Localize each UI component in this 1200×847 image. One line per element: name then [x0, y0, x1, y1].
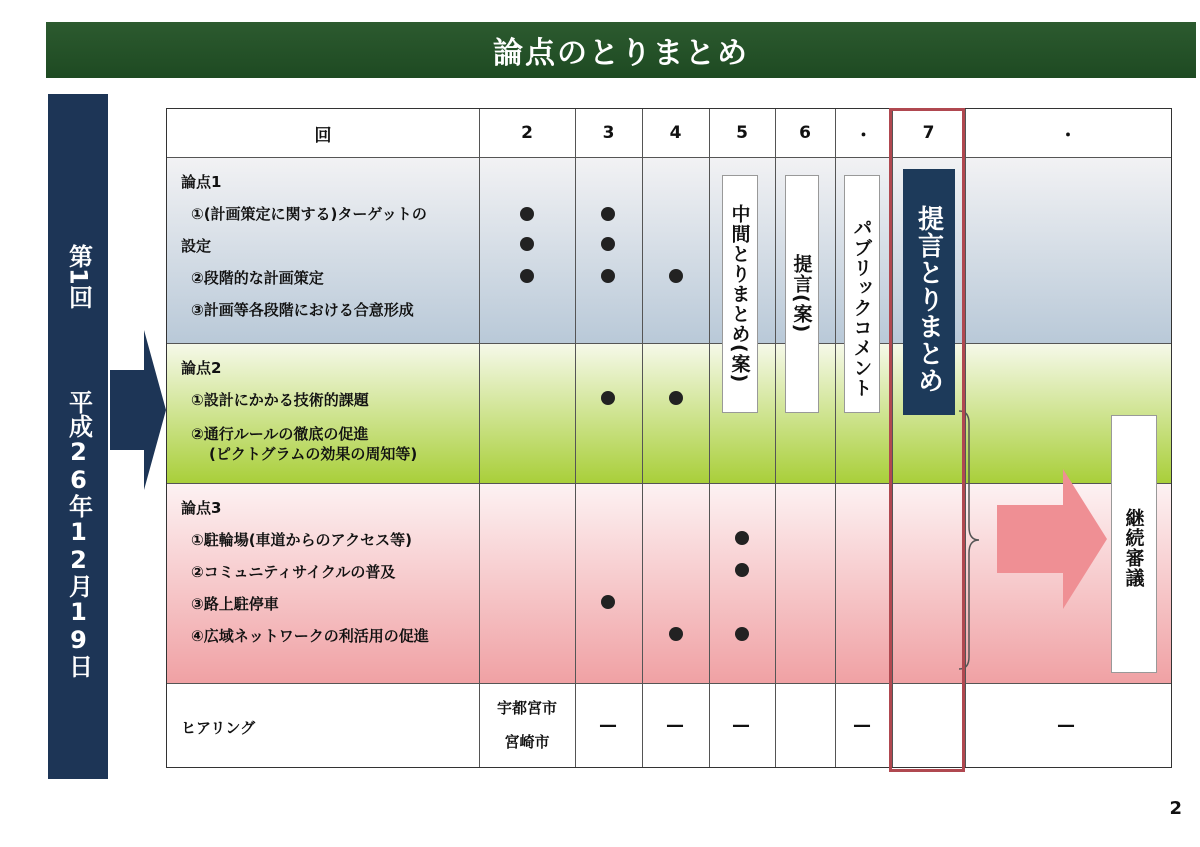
header-round-label: 回	[314, 125, 332, 146]
header-round-3: 3	[602, 123, 615, 143]
round7-highlight	[889, 108, 965, 772]
discussion-marker	[735, 563, 749, 577]
meeting-date: 平成26年12月19日	[64, 390, 93, 678]
hearing-dash: —	[1057, 715, 1075, 736]
public-comment-label: パブリックコメント	[850, 218, 873, 398]
page-title: 論点のとりまとめ	[493, 36, 749, 71]
discussion-marker	[601, 237, 615, 251]
issue2-title: 論点2	[181, 359, 222, 377]
issue2-item-2: ②通行ルールの徹底の促進	[191, 425, 369, 443]
discussion-marker	[669, 269, 683, 283]
issue1-item-1: ①(計画策定に関する)ターゲットの	[191, 205, 427, 223]
meeting-label: 第1回	[64, 244, 93, 309]
issue1-item-2: ②段階的な計画策定	[191, 269, 324, 287]
hearing-city-miyazaki: 宮崎市	[504, 733, 550, 751]
hearing-label: ヒアリング	[181, 719, 256, 737]
header-round-5: 5	[736, 123, 748, 143]
discussion-marker	[669, 391, 683, 405]
issue3-item-3: ③路上駐停車	[191, 595, 279, 613]
header-round-7: 7	[922, 123, 935, 143]
discussion-marker	[520, 269, 534, 283]
hearing-dash: —	[599, 715, 617, 736]
header-ellipsis-2: ・	[1059, 125, 1077, 146]
issue1-title: 論点1	[181, 173, 222, 191]
proposal-draft-label: 提言(案)	[790, 254, 813, 334]
schedule-table	[166, 108, 1172, 768]
right-arrow-icon	[110, 330, 166, 490]
issue2-item-2-note: (ピクトグラムの効果の周知等)	[209, 445, 418, 463]
hearing-city-utsunomiya: 宇都宮市	[496, 699, 557, 717]
discussion-marker	[735, 627, 749, 641]
issue3-item-2: ②コミュニティサイクルの普及	[191, 563, 396, 581]
discussion-marker	[520, 237, 534, 251]
final-proposal-label: 提言とりまとめ	[913, 205, 944, 394]
discussion-marker	[601, 207, 615, 221]
interim-summary-label: 中間とりまとめ(案)	[728, 204, 751, 384]
discussion-marker	[735, 531, 749, 545]
continue-arrow-icon	[997, 469, 1107, 609]
continued-deliberation-label: 継続審議	[1122, 508, 1145, 588]
hearing-dash: —	[732, 715, 750, 736]
proposal-draft-box	[785, 175, 819, 413]
continued-deliberation-box	[1111, 415, 1157, 673]
issue3-item-1: ①駐輪場(車道からのアクセス等)	[191, 531, 412, 549]
page-number: 2	[1169, 798, 1182, 819]
issue3-item-4: ④広域ネットワークの利活用の促進	[191, 627, 429, 645]
discussion-marker	[601, 595, 615, 609]
issue1-item-3: ③計画等各段階における合意形成	[191, 301, 414, 319]
interim-summary-box	[722, 175, 758, 413]
header-round-2: 2	[521, 123, 533, 143]
discussion-marker	[669, 627, 683, 641]
issue1-item-1b: 設定	[181, 237, 212, 255]
public-comment-box	[844, 175, 880, 413]
discussion-marker	[520, 207, 534, 221]
side-banner	[48, 94, 108, 779]
hearing-dash: —	[666, 715, 684, 736]
header-round-6: 6	[799, 123, 811, 143]
issue2-item-1: ①設計にかかる技術的課題	[191, 391, 369, 409]
header-round-4: 4	[669, 123, 682, 143]
header-ellipsis-1: ・	[855, 125, 872, 146]
title-bar	[46, 22, 1196, 78]
issue3-title: 論点3	[181, 499, 222, 517]
hearing-dash: —	[853, 715, 871, 736]
discussion-marker	[601, 391, 615, 405]
discussion-marker	[601, 269, 615, 283]
